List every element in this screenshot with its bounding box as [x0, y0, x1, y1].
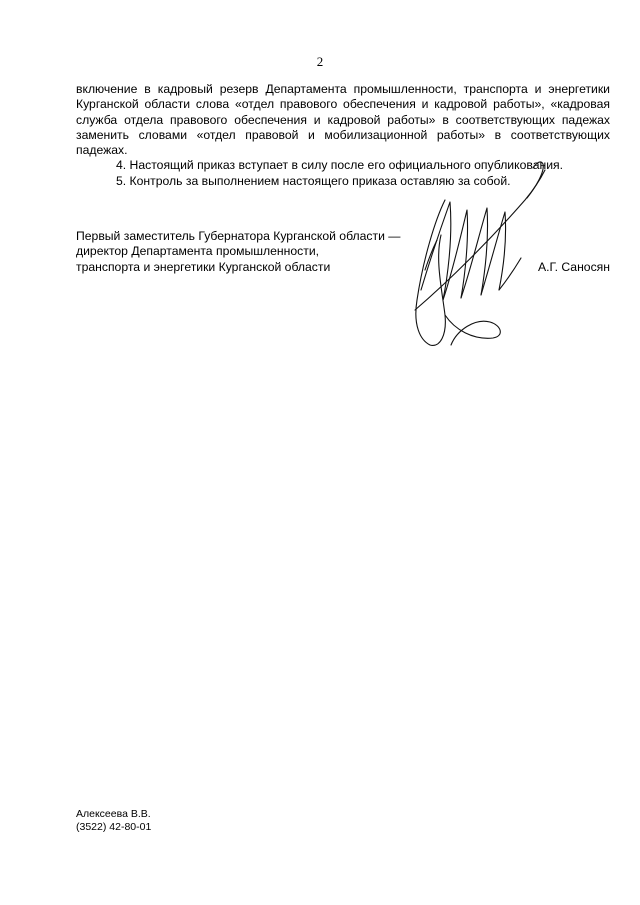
handwritten-signature [395, 140, 565, 360]
signatory-title-line-3: транспорта и энергетики Курганской области [76, 259, 331, 274]
executor-phone: (3522) 42-80-01 [76, 821, 152, 833]
page-number: 2 [316, 54, 324, 69]
paragraph-item-5: 5. Контроль за выполнением настоящего приказа оставляю за собой. [116, 173, 511, 188]
executor-name: Алексеева В.В. [76, 808, 151, 820]
signatory-title-line-2: директор Департамента промышленности, [76, 244, 320, 259]
signatory-title-line-1: Первый заместитель Губернатора Курганской области — [76, 229, 401, 243]
paragraph-item-4: 4. Настоящий приказ вступает в силу после его официального опубликования. [116, 158, 563, 173]
signer-name: А.Г. Саносян [537, 260, 610, 274]
executor-contacts [76, 808, 151, 834]
paragraph-continuation: включение в кадровый резерв Департамента промышленности, транспорта и энергетики Курганской области слова «отдел правового обеспечения и кадровой работы», «кадровая служба отдела правового обеспечения и кадровой работы» в соответствующих падежах заменить словами «отдел правовой и мобилизационной работы» в соответствующих падежах. [76, 82, 610, 158]
